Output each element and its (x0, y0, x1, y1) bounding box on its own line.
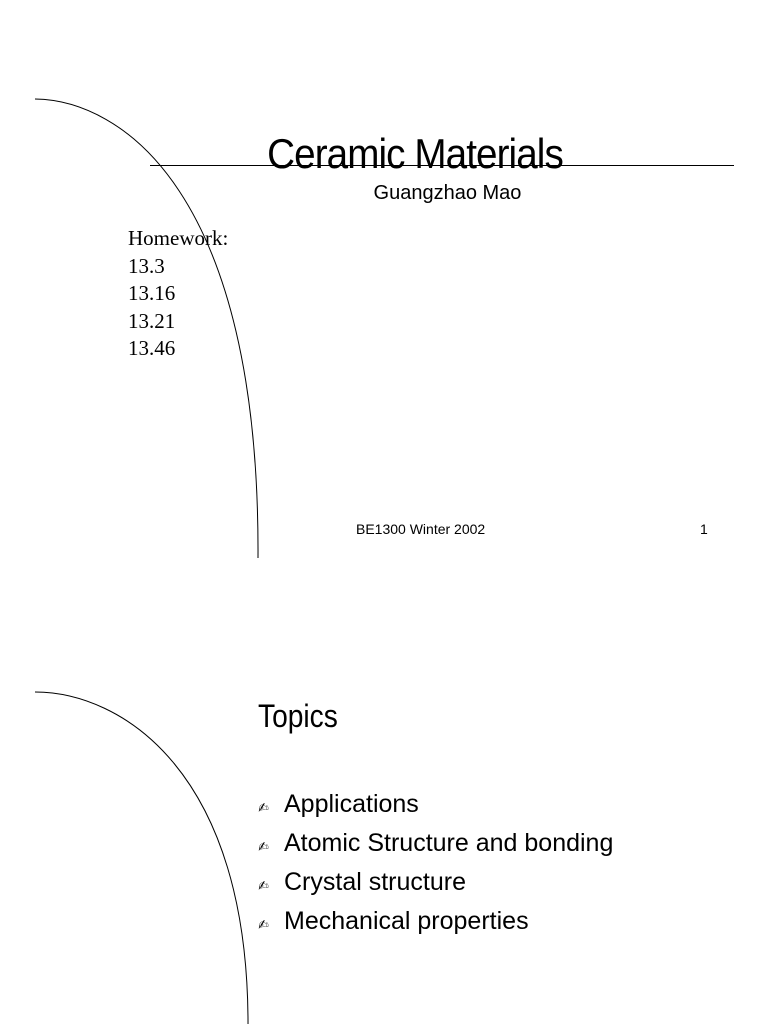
writing-hand-icon: ✍ (257, 838, 270, 856)
list-item (258, 823, 613, 862)
page-number: 1 (700, 521, 708, 537)
homework-list (128, 225, 228, 363)
homework-item: 13.21 (128, 308, 176, 333)
slide-2 (0, 580, 768, 1024)
topic-label: Mechanical properties (284, 906, 529, 935)
slide-title: Topics (258, 698, 338, 734)
homework-item: 13.16 (128, 281, 176, 305)
list-item (258, 862, 613, 901)
homework-item: 13.46 (128, 336, 176, 360)
homework-heading: Homework: (128, 226, 229, 250)
topics-list (258, 784, 613, 940)
list-item (258, 784, 613, 823)
footer-course-label: BE1300 Winter 2002 (356, 521, 486, 537)
topic-label: Atomic Structure and bonding (284, 828, 614, 857)
slide-title: Ceramic Materials (267, 130, 563, 177)
homework-item: 13.3 (128, 253, 165, 278)
list-item (258, 901, 613, 940)
writing-hand-icon: ✍ (257, 799, 270, 817)
writing-hand-icon: ✍ (257, 877, 270, 895)
author-name: Guangzhao Mao (373, 182, 522, 204)
topic-label: Crystal structure (284, 867, 466, 896)
topic-label: Applications (284, 789, 419, 818)
writing-hand-icon: ✍ (257, 916, 270, 934)
